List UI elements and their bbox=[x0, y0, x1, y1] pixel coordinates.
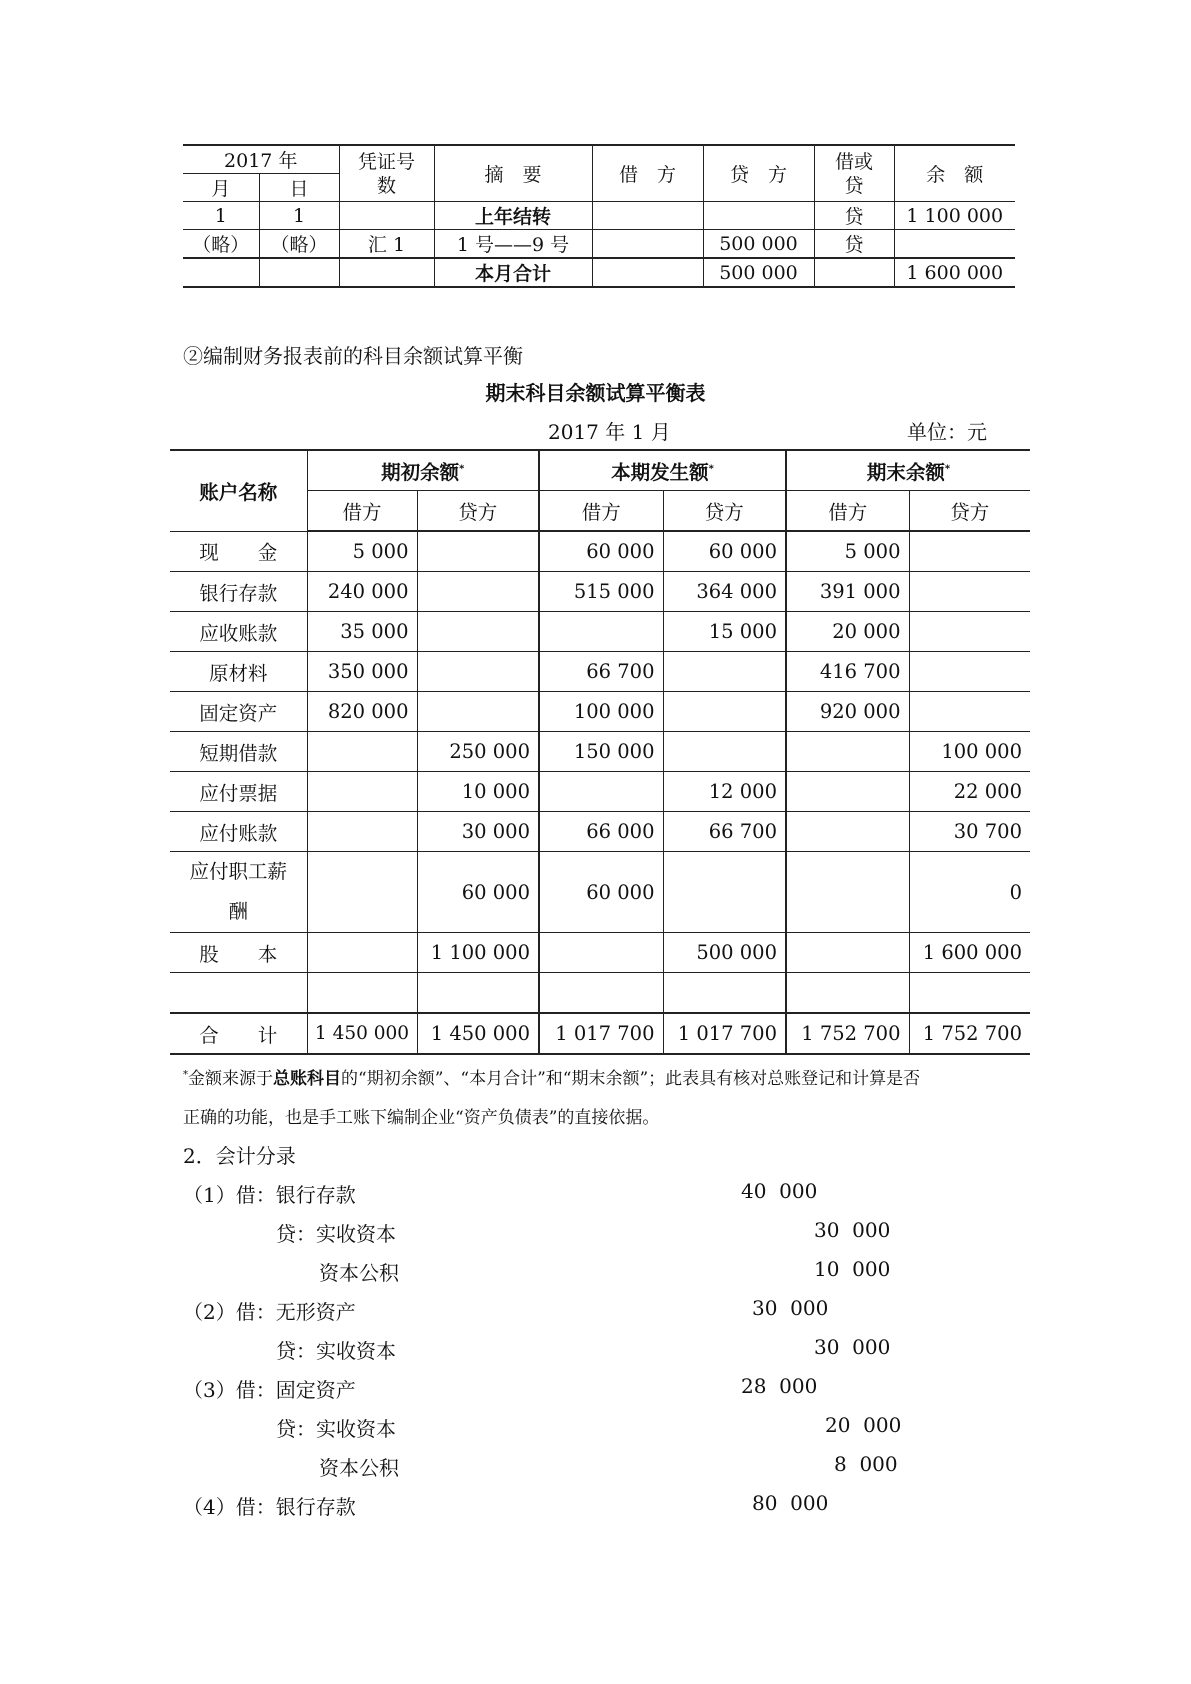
ledger-year-header: 2017 年 bbox=[183, 145, 339, 174]
amount-cell bbox=[539, 973, 663, 1014]
trial-row bbox=[170, 612, 1030, 652]
trial-row bbox=[170, 852, 1030, 933]
amount-cell bbox=[909, 652, 1030, 692]
ledger-cell bbox=[814, 258, 894, 287]
account-name-line: 酬 bbox=[228, 900, 248, 923]
account-name-header: 账户名称 bbox=[170, 450, 307, 531]
ledger-row bbox=[183, 202, 1015, 230]
amount-cell bbox=[909, 572, 1030, 612]
amount-cell bbox=[663, 692, 786, 732]
amount-cell bbox=[539, 933, 663, 973]
ledger-table bbox=[183, 144, 1015, 288]
total-cell: 1 017 700 bbox=[539, 1013, 663, 1054]
ledger-dc-header-line1: 借或 bbox=[834, 150, 873, 173]
ledger-balance-header: 余 额 bbox=[894, 145, 1015, 202]
ledger-cell: 贷 bbox=[814, 202, 894, 230]
entry-account: （1）借：银行存款 bbox=[183, 1183, 356, 1207]
amount-cell bbox=[786, 772, 909, 812]
amount-cell bbox=[417, 612, 539, 652]
trial-row bbox=[170, 692, 1030, 732]
ledger-cell: 1 bbox=[183, 202, 259, 230]
amount-cell bbox=[909, 531, 1030, 572]
ledger-cell bbox=[339, 258, 434, 287]
ledger-cell bbox=[592, 258, 703, 287]
ledger-cell: 贷 bbox=[814, 230, 894, 259]
amount-cell: 22 000 bbox=[909, 772, 1030, 812]
ledger-cell bbox=[592, 230, 703, 259]
group-header-closing bbox=[786, 450, 1030, 491]
amount-cell: 240 000 bbox=[307, 572, 417, 612]
ledger-cell bbox=[259, 258, 339, 287]
sub-header: 借方 bbox=[539, 491, 663, 532]
entry-amount: 30 000 bbox=[752, 1296, 829, 1320]
trial-row bbox=[170, 772, 1030, 812]
amount-cell: 35 000 bbox=[307, 612, 417, 652]
amount-cell: 515 000 bbox=[539, 572, 663, 612]
amount-cell: 5 000 bbox=[786, 531, 909, 572]
ledger-cell: 本月合计 bbox=[434, 258, 592, 287]
amount-cell: 30 000 bbox=[417, 812, 539, 852]
trial-row bbox=[170, 652, 1030, 692]
amount-cell: 66 700 bbox=[663, 812, 786, 852]
amount-cell: 500 000 bbox=[663, 933, 786, 973]
amount-cell bbox=[786, 973, 909, 1014]
entry-amount: 40 000 bbox=[741, 1179, 818, 1203]
ledger-voucher-header bbox=[339, 145, 434, 202]
ledger-cell: （略） bbox=[259, 230, 339, 259]
entry-amount: 30 000 bbox=[814, 1218, 891, 1242]
amount-cell bbox=[307, 852, 417, 933]
amount-cell bbox=[786, 933, 909, 973]
ledger-cell bbox=[183, 258, 259, 287]
trial-balance-title: 期末科目余额试算平衡表 bbox=[485, 381, 706, 405]
entry-account: 贷：实收资本 bbox=[276, 1339, 396, 1363]
account-name: 原材料 bbox=[170, 652, 307, 692]
footnote-pre: 金额来源于 bbox=[188, 1069, 273, 1089]
group-header-period-label: 本期发生额 bbox=[611, 460, 709, 484]
ledger-cell: 1 100 000 bbox=[894, 202, 1015, 230]
footnote-line1 bbox=[183, 1064, 920, 1089]
amount-cell bbox=[307, 812, 417, 852]
amount-cell bbox=[663, 732, 786, 772]
entry-account: （3）借：固定资产 bbox=[183, 1378, 356, 1402]
entry-account: 贷：实收资本 bbox=[276, 1222, 396, 1246]
sub-header: 借方 bbox=[786, 491, 909, 532]
amount-cell: 1 100 000 bbox=[417, 933, 539, 973]
amount-cell: 416 700 bbox=[786, 652, 909, 692]
account-name: 应付票据 bbox=[170, 772, 307, 812]
account-name: 银行存款 bbox=[170, 572, 307, 612]
ledger-cell: 1 bbox=[259, 202, 339, 230]
amount-cell: 60 000 bbox=[539, 531, 663, 572]
ledger-total-row bbox=[183, 258, 1015, 287]
entry-account: （2）借：无形资产 bbox=[183, 1300, 356, 1324]
account-name bbox=[170, 852, 307, 933]
amount-cell bbox=[786, 732, 909, 772]
footnote-star: * bbox=[183, 1069, 188, 1081]
sub-header: 借方 bbox=[307, 491, 417, 532]
total-cell: 1 017 700 bbox=[663, 1013, 786, 1054]
ledger-day-header: 日 bbox=[259, 174, 339, 202]
entry-account: 贷：实收资本 bbox=[276, 1417, 396, 1441]
account-name: 短期借款 bbox=[170, 732, 307, 772]
total-cell: 1 752 700 bbox=[909, 1013, 1030, 1054]
ledger-cell bbox=[703, 202, 814, 230]
total-cell: 1 450 000 bbox=[307, 1013, 417, 1054]
entry-amount: 28 000 bbox=[741, 1374, 818, 1398]
ledger-cell: 500 000 bbox=[703, 258, 814, 287]
amount-cell: 250 000 bbox=[417, 732, 539, 772]
total-cell: 1 752 700 bbox=[786, 1013, 909, 1054]
amount-cell bbox=[417, 572, 539, 612]
footnote-bold: 总账科目 bbox=[273, 1069, 341, 1089]
ledger-debit-header: 借 方 bbox=[592, 145, 703, 202]
amount-cell bbox=[786, 852, 909, 933]
total-cell: 1 450 000 bbox=[417, 1013, 539, 1054]
amount-cell: 100 000 bbox=[909, 732, 1030, 772]
trial-row bbox=[170, 933, 1030, 973]
ledger-dc-header-line2: 贷 bbox=[844, 174, 864, 197]
ledger-cell: （略） bbox=[183, 230, 259, 259]
amount-cell: 12 000 bbox=[663, 772, 786, 812]
entry-account: 资本公积 bbox=[319, 1456, 399, 1480]
ledger-cell: 1 号——9 号 bbox=[434, 230, 592, 259]
entry-amount: 20 000 bbox=[825, 1413, 902, 1437]
footnote-post: 的“期初余额”、“本月合计”和“期末余额”；此表具有核对总账登记和计算是否 bbox=[341, 1069, 921, 1089]
ledger-voucher-header-line1: 凭证号 bbox=[357, 150, 415, 173]
amount-cell: 364 000 bbox=[663, 572, 786, 612]
amount-cell bbox=[417, 652, 539, 692]
entry-account: 资本公积 bbox=[319, 1261, 399, 1285]
amount-cell: 20 000 bbox=[786, 612, 909, 652]
ledger-cell: 500 000 bbox=[703, 230, 814, 259]
entry-amount: 80 000 bbox=[752, 1491, 829, 1515]
amount-cell: 60 000 bbox=[417, 852, 539, 933]
ledger-cell: 上年结转 bbox=[434, 202, 592, 230]
amount-cell: 10 000 bbox=[417, 772, 539, 812]
group-header-opening-star: * bbox=[459, 463, 465, 474]
account-name: 固定资产 bbox=[170, 692, 307, 732]
amount-cell bbox=[663, 652, 786, 692]
amount-cell bbox=[663, 973, 786, 1014]
amount-cell: 66 700 bbox=[539, 652, 663, 692]
sub-header: 贷方 bbox=[417, 491, 539, 532]
ledger-cell: 1 600 000 bbox=[894, 258, 1015, 287]
amount-cell: 66 000 bbox=[539, 812, 663, 852]
amount-cell bbox=[307, 973, 417, 1014]
ledger-summary-header: 摘 要 bbox=[434, 145, 592, 202]
trial-row bbox=[170, 531, 1030, 572]
amount-cell bbox=[663, 852, 786, 933]
ledger-cell bbox=[592, 202, 703, 230]
amount-cell bbox=[417, 692, 539, 732]
trial-row bbox=[170, 732, 1030, 772]
amount-cell bbox=[909, 612, 1030, 652]
footnote-line2: 正确的功能，也是手工账下编制企业“资产负债表”的直接依据。 bbox=[183, 1108, 660, 1128]
trial-row bbox=[170, 812, 1030, 852]
sub-header: 贷方 bbox=[909, 491, 1030, 532]
amount-cell bbox=[307, 772, 417, 812]
amount-cell: 100 000 bbox=[539, 692, 663, 732]
ledger-row bbox=[183, 230, 1015, 259]
section-heading: ②编制财务报表前的科目余额试算平衡 bbox=[183, 344, 523, 368]
account-name: 应付账款 bbox=[170, 812, 307, 852]
trial-total-row bbox=[170, 1013, 1030, 1054]
ledger-dc-header bbox=[814, 145, 894, 202]
amount-cell: 1 600 000 bbox=[909, 933, 1030, 973]
account-name bbox=[170, 973, 307, 1014]
entry-account: （4）借：银行存款 bbox=[183, 1495, 356, 1519]
group-header-closing-star: * bbox=[944, 463, 951, 474]
amount-cell: 0 bbox=[909, 852, 1030, 933]
amount-cell: 5 000 bbox=[307, 531, 417, 572]
entry-amount: 10 000 bbox=[814, 1257, 891, 1281]
ledger-credit-header: 贷 方 bbox=[703, 145, 814, 202]
amount-cell: 15 000 bbox=[663, 612, 786, 652]
amount-cell bbox=[786, 812, 909, 852]
amount-cell: 350 000 bbox=[307, 652, 417, 692]
trial-row bbox=[170, 973, 1030, 1014]
trial-balance-table bbox=[170, 449, 1030, 1055]
ledger-month-header: 月 bbox=[183, 174, 259, 202]
amount-cell bbox=[539, 772, 663, 812]
trial-balance-period: 2017 年 1 月 bbox=[548, 420, 671, 444]
amount-cell bbox=[307, 933, 417, 973]
group-header-period bbox=[539, 450, 786, 491]
account-name: 应收账款 bbox=[170, 612, 307, 652]
amount-cell: 820 000 bbox=[307, 692, 417, 732]
ledger-cell bbox=[894, 230, 1015, 259]
amount-cell bbox=[909, 692, 1030, 732]
entries-heading: 2．会计分录 bbox=[183, 1144, 296, 1168]
amount-cell bbox=[307, 732, 417, 772]
amount-cell: 60 000 bbox=[539, 852, 663, 933]
trial-row bbox=[170, 572, 1030, 612]
trial-balance-unit: 单位：元 bbox=[907, 420, 987, 444]
ledger-voucher-header-line2: 数 bbox=[376, 174, 396, 197]
group-header-closing-label: 期末余额 bbox=[866, 460, 945, 484]
group-header-opening bbox=[307, 450, 539, 491]
amount-cell: 60 000 bbox=[663, 531, 786, 572]
ledger-cell: 汇 1 bbox=[339, 230, 434, 259]
amount-cell bbox=[417, 973, 539, 1014]
account-name: 股 本 bbox=[170, 933, 307, 973]
total-label: 合 计 bbox=[170, 1013, 307, 1054]
amount-cell: 30 700 bbox=[909, 812, 1030, 852]
sub-header: 贷方 bbox=[663, 491, 786, 532]
group-header-opening-label: 期初余额 bbox=[381, 460, 460, 484]
amount-cell bbox=[909, 973, 1030, 1014]
entry-amount: 8 000 bbox=[834, 1452, 898, 1476]
amount-cell bbox=[539, 612, 663, 652]
amount-cell: 150 000 bbox=[539, 732, 663, 772]
ledger-cell bbox=[339, 202, 434, 230]
account-name: 现 金 bbox=[170, 531, 307, 572]
account-name-line: 应付职工薪 bbox=[189, 860, 287, 883]
amount-cell: 920 000 bbox=[786, 692, 909, 732]
amount-cell: 391 000 bbox=[786, 572, 909, 612]
entry-amount: 30 000 bbox=[814, 1335, 891, 1359]
amount-cell bbox=[417, 531, 539, 572]
group-header-period-star: * bbox=[708, 463, 714, 474]
